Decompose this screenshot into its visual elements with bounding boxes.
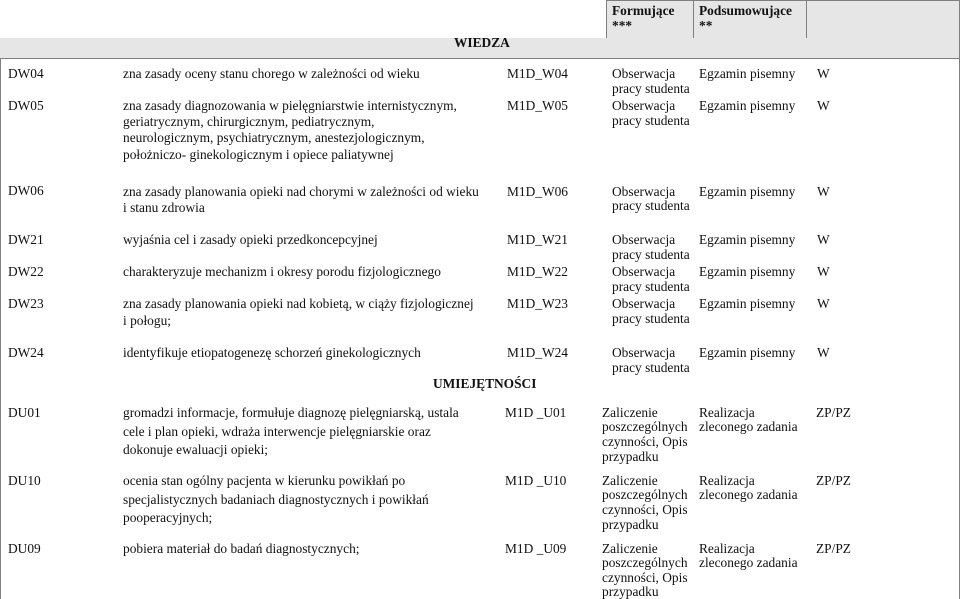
row-forma: W (817, 345, 830, 360)
row-code: DU10 (8, 473, 41, 488)
table-left-border (0, 58, 1, 599)
row-forma: W (817, 264, 830, 279)
row-symbol: M1D _U10 (505, 473, 567, 488)
row-description: położniczo- ginekologicznym i opiece paliatywnej (123, 147, 394, 162)
row-formujace: Obserwacja (612, 98, 676, 113)
row-description: zna zasady diagnozowania w pielęgniarstwie internistycznym, (123, 98, 457, 113)
row-symbol: M1D_W23 (507, 296, 568, 311)
header-podsumowujace-mark: ** (699, 18, 713, 33)
row-forma: W (817, 98, 830, 113)
row-description: identyfikuje etiopatogenezę schorzeń ginekologicznych (123, 345, 421, 360)
row-symbol: M1D_W21 (507, 232, 568, 247)
row-formujace: Zaliczenie (602, 473, 658, 488)
row-symbol: M1D_W04 (507, 66, 568, 81)
row-formujace: Obserwacja (612, 264, 676, 279)
row-forma: W (817, 66, 830, 81)
row-formujace: pracy studenta (612, 113, 690, 128)
row-description: zna zasady planowania opieki nad chorymi w zależności od wieku (123, 184, 479, 199)
row-formujace: pracy studenta (612, 81, 690, 96)
row-description: pooperacyjnych; (123, 510, 213, 525)
row-forma: W (817, 232, 830, 247)
row-symbol: M1D _U09 (505, 541, 567, 556)
row-description: zna zasady planowania opieki nad kobietą, w ciąży fizjologicznej (123, 296, 474, 311)
row-podsumowujace: Egzamin pisemny (699, 296, 796, 311)
row-formujace: Zaliczenie (602, 405, 658, 420)
row-description: dokonuje ewaluacji opieki; (123, 442, 269, 457)
row-podsumowujace: Egzamin pisemny (699, 345, 796, 360)
row-formujace: Zaliczenie (602, 541, 658, 556)
row-description: cele i plan opieki, wdraża interwencje pielęgniarskie oraz (123, 424, 431, 439)
row-formujace: pracy studenta (612, 247, 690, 262)
row-podsumowujace: Realizacja (699, 473, 755, 488)
row-formujace: czynności, Opis (602, 570, 688, 585)
row-code: DW04 (8, 66, 44, 81)
row-code: DW06 (8, 183, 44, 198)
row-code: DW24 (8, 345, 44, 360)
row-description: specjalistycznych badaniach diagnostycznych i powikłań (123, 492, 429, 507)
header-bottom-rule (0, 58, 960, 59)
row-podsumowujace: zleconego zadania (699, 487, 798, 502)
row-podsumowujace: Egzamin pisemny (699, 264, 796, 279)
section-wiedza-title: WIEDZA (454, 35, 510, 50)
row-podsumowujace: Realizacja (699, 405, 755, 420)
row-podsumowujace: Realizacja (699, 541, 755, 556)
row-formujace: Obserwacja (612, 345, 676, 360)
row-formujace: poszczególnych (602, 487, 688, 502)
row-formujace: poszczególnych (602, 419, 688, 434)
row-description: wyjaśnia cel i zasady opieki przedkoncepcyjnej (123, 232, 378, 247)
row-formujace: Obserwacja (612, 66, 676, 81)
row-description: neurologicznym, psychiatrycznym, anestezjologicznym, (123, 130, 425, 145)
section-umiejetnosci-title: UMIEJĘTNOŚCI (433, 376, 537, 391)
row-formujace: czynności, Opis (602, 434, 688, 449)
row-forma: ZP/PZ (816, 473, 851, 488)
header-left-blank (0, 0, 606, 38)
row-podsumowujace: zleconego zadania (699, 555, 798, 570)
row-description: i połogu; (123, 313, 171, 328)
row-forma: W (817, 184, 830, 199)
header-formujace: Formujące (612, 3, 675, 18)
row-podsumowujace: Egzamin pisemny (699, 66, 796, 81)
row-symbol: M1D_W22 (507, 264, 568, 279)
row-formujace: poszczególnych (602, 555, 688, 570)
header-top-rule (606, 0, 960, 1)
header-podsumowujace: Podsumowujące (699, 3, 792, 18)
row-formujace: przypadku (602, 517, 659, 532)
row-formujace: pracy studenta (612, 198, 690, 213)
row-description: gromadzi informacje, formułuje diagnozę pielęgniarską, ustala (123, 405, 459, 420)
row-forma: ZP/PZ (816, 541, 851, 556)
row-formujace: pracy studenta (612, 279, 690, 294)
header-formujace-mark: *** (612, 18, 633, 33)
row-podsumowujace: zleconego zadania (699, 419, 798, 434)
row-description: ocenia stan ogólny pacjenta w kierunku powikłań po (123, 473, 406, 488)
row-formujace: pracy studenta (612, 360, 690, 375)
row-symbol: M1D_W06 (507, 184, 568, 199)
row-formujace: Obserwacja (612, 184, 676, 199)
row-description: zna zasady oceny stanu chorego w zależności od wieku (123, 66, 420, 81)
row-code: DW21 (8, 232, 44, 247)
row-description: geriatrycznym, chirurgicznym, pediatrycznym, (123, 114, 375, 129)
row-formujace: Obserwacja (612, 232, 676, 247)
row-podsumowujace: Egzamin pisemny (699, 98, 796, 113)
row-formujace: pracy studenta (612, 311, 690, 326)
row-symbol: M1D_W05 (507, 98, 568, 113)
row-code: DW05 (8, 98, 44, 113)
row-description: pobiera materiał do badań diagnostycznych; (123, 541, 360, 556)
row-code: DU09 (8, 541, 41, 556)
row-code: DU01 (8, 405, 41, 420)
row-podsumowujace: Egzamin pisemny (699, 184, 796, 199)
header-divider-2 (693, 0, 694, 38)
row-formujace: przypadku (602, 584, 659, 599)
row-description: charakteryzuje mechanizm i okresy porodu fizjologicznego (123, 264, 441, 279)
row-code: DW22 (8, 264, 44, 279)
row-symbol: M1D_W24 (507, 345, 568, 360)
row-code: DW23 (8, 296, 44, 311)
row-formujace: Obserwacja (612, 296, 676, 311)
row-forma: ZP/PZ (816, 405, 851, 420)
header-divider-1 (606, 0, 607, 38)
row-formujace: czynności, Opis (602, 502, 688, 517)
row-symbol: M1D _U01 (505, 405, 567, 420)
row-description: i stanu zdrowia (123, 200, 205, 215)
header-divider-3 (806, 0, 807, 38)
row-formujace: przypadku (602, 449, 659, 464)
row-podsumowujace: Egzamin pisemny (699, 232, 796, 247)
row-forma: W (817, 296, 830, 311)
